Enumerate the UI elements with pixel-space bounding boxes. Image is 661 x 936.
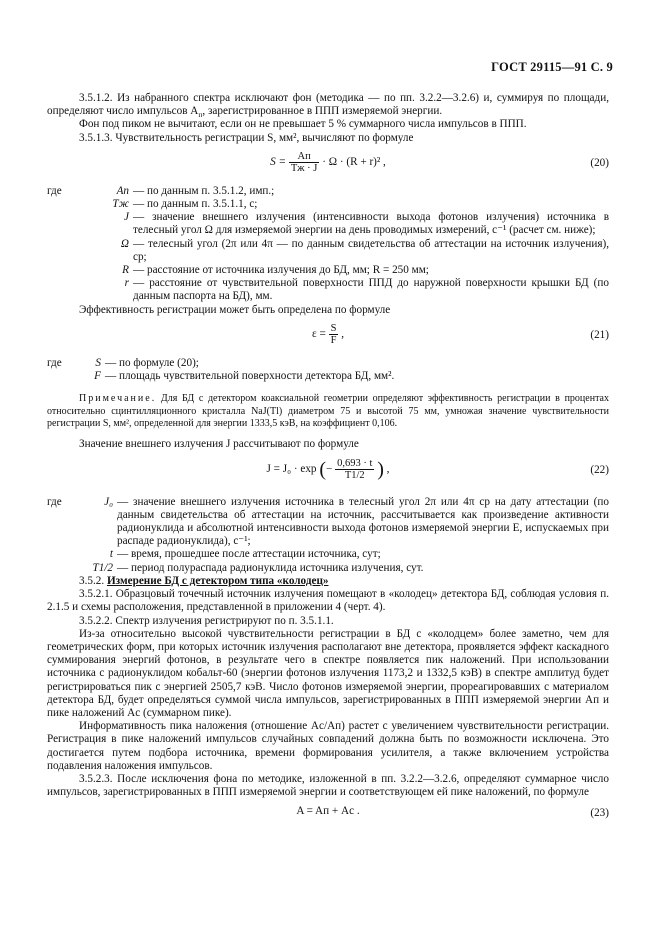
page-content bbox=[47, 92, 609, 831]
formula-number: (22) bbox=[590, 463, 609, 476]
where-item: Tж — по данным п. 3.5.1.1, с; bbox=[112, 198, 258, 211]
paragraph-3-5-1-2: 3.5.1.2. Из набранного спектра исключают фон (методика — по пп. 3.2.2—3.2.6) и, суммируя по площади, определяют число импульсов $A_п$, зарегистрированное в ППП измеряемой энергии. bbox=[47, 92, 609, 120]
where-list-20 bbox=[47, 185, 609, 304]
where-item: r — расстояние от чувствительной поверхности ППД до наружной поверхности крышки БД (по данным паспорта на БД), мм. bbox=[124, 277, 609, 303]
where-item: где Aп — по данным п. 3.5.1.2, имп.; bbox=[47, 184, 275, 197]
formula-number: (21) bbox=[590, 328, 609, 341]
where-list-21 bbox=[47, 357, 609, 383]
paragraph-3-5-2-1: 3.5.2.1. Образцовый точечный источник излучения помещают в «колодец» детектора БД, соблюдая условия п. 2.1.5 и схемы расположения, представленной в приложении 4 (черт. 4). bbox=[47, 588, 609, 614]
paragraph-cascade: Из-за относительно высокой чувствительности регистрации в БД с «колодцем» более заметно, чем для геометрических форм, при которых источник излучения располагают вне детектора, проявляется эффект каскадного суммирования энергий фотонов, в результате чего в спектре появляется пик наложений. При использовании источника с радионуклидом кобальт-60 (энергии фотонов излучения 1173,2 и 1332,5 кэВ) в спектре амплитуд будет регистрироваться пик с энергией 2505,7 кэВ. Число фотонов измеряемой энергии, прореагировавших с материалом детектора БД, будет определяться суммой числа импульсов, зарегистрированных в ППП измеряемой энергии Aп и пике наложений Aс (суммарном пике). bbox=[47, 627, 609, 719]
formula-20: S = $\frac{Aп}{Tж \cdot J}$ · Ω · (R + r)² , (20) bbox=[270, 150, 609, 174]
section-heading-3-5-2: 3.5.2. Измерение БД с детектором типа «колодец» bbox=[79, 574, 329, 587]
where-item: где S — по формуле (20); bbox=[47, 356, 199, 369]
formula-number: (20) bbox=[590, 156, 609, 169]
paragraph-efficiency: Эффективность регистрации может быть определена по формуле bbox=[79, 303, 391, 316]
formula-21: ε = $\frac{S}{F}$ , (21) bbox=[311, 322, 609, 346]
where-list-22 bbox=[47, 496, 609, 575]
where-item: Ω — телесный угол (2π или 4π — по данным свидетельства об аттестации на источник излучения), ср; bbox=[120, 237, 609, 263]
note: Примечание. Для БД с детектором коаксиальной геометрии определяют эффективность регистрации в процентах относительно сцинтилляционного кристалла NaJ(Tl) диаметром 75 и высотой 75 мм, умножая значение чувствительности регистрации S, мм², определенной для энергии 1333,5 кэВ, на коэффициент 0,106. bbox=[47, 393, 609, 430]
where-item: F — площадь чувствительной поверхности детектора БД, мм². bbox=[94, 370, 395, 383]
formula-22: J = J₀ · exp (− $\frac{0,693 \cdot t}{T1/2}$ ) , (22) bbox=[266, 457, 609, 481]
paragraph-external-radiation: Значение внешнего излучения J рассчитывают по формуле bbox=[79, 438, 359, 451]
paragraph-background: Фон под пиком не вычитают, если он не превышает 5 % суммарного числа импульсов в ППП. bbox=[79, 118, 527, 131]
where-item: T1/2 — период полураспада радионуклида источника излучения, сут. bbox=[92, 561, 424, 574]
where-item: где J₀ — значение внешнего излучения источника в телесный угол 2π или 4π ср на дату аттестации (по данным свидетельства об аттестации на источник, рассчитывается как произведение активности радионуклида и абсолютной интенсивности выхода фотонов измеряемой энергии E, испускаемых при распаде радионуклида), с⁻¹; bbox=[47, 495, 609, 548]
paragraph-informativeness: Информативность пика наложения (отношение Aс/Aп) растет с увеличением чувствительности регистрации. Регистрация в пике наложений импульсов случайных совпадений должна быть по возможности исключена. Это достигается путем подбора источника, времени формирования усилителя, а также включением устройства подавления наложения импульсов. bbox=[47, 720, 609, 772]
paragraph-3-5-1-3: 3.5.1.3. Чувствительность регистрации S, мм², вычисляют по формуле bbox=[79, 131, 414, 144]
formula-23: A = Aп + Aс . (23) bbox=[296, 805, 609, 820]
where-item: R — расстояние от источника излучения до БД, мм; R = 250 мм; bbox=[122, 264, 429, 277]
page-header: ГОСТ 29115—91 С. 9 bbox=[491, 60, 613, 74]
paragraph-3-5-2-2: 3.5.2.2. Спектр излучения регистрируют по п. 3.5.1.1. bbox=[79, 614, 334, 627]
where-item: t — время, прошедшее после аттестации источника, сут; bbox=[109, 548, 381, 561]
where-item: J — значение внешнего излучения (интенсивности выхода фотонов излучения) источника в телесный угол Ω для измеряемой энергии на день проводимых измерений, с⁻¹ (расчет см. ниже); bbox=[124, 211, 609, 237]
paragraph-3-5-2-3: 3.5.2.3. После исключения фона по методике, изложенной в пп. 3.2.2—3.2.6, определяют суммарное число импульсов, зарегистрированных в ППП измеряемой энергии и соответствующем ей пике наложений, по формуле bbox=[47, 772, 609, 799]
formula-number: (23) bbox=[590, 807, 609, 820]
